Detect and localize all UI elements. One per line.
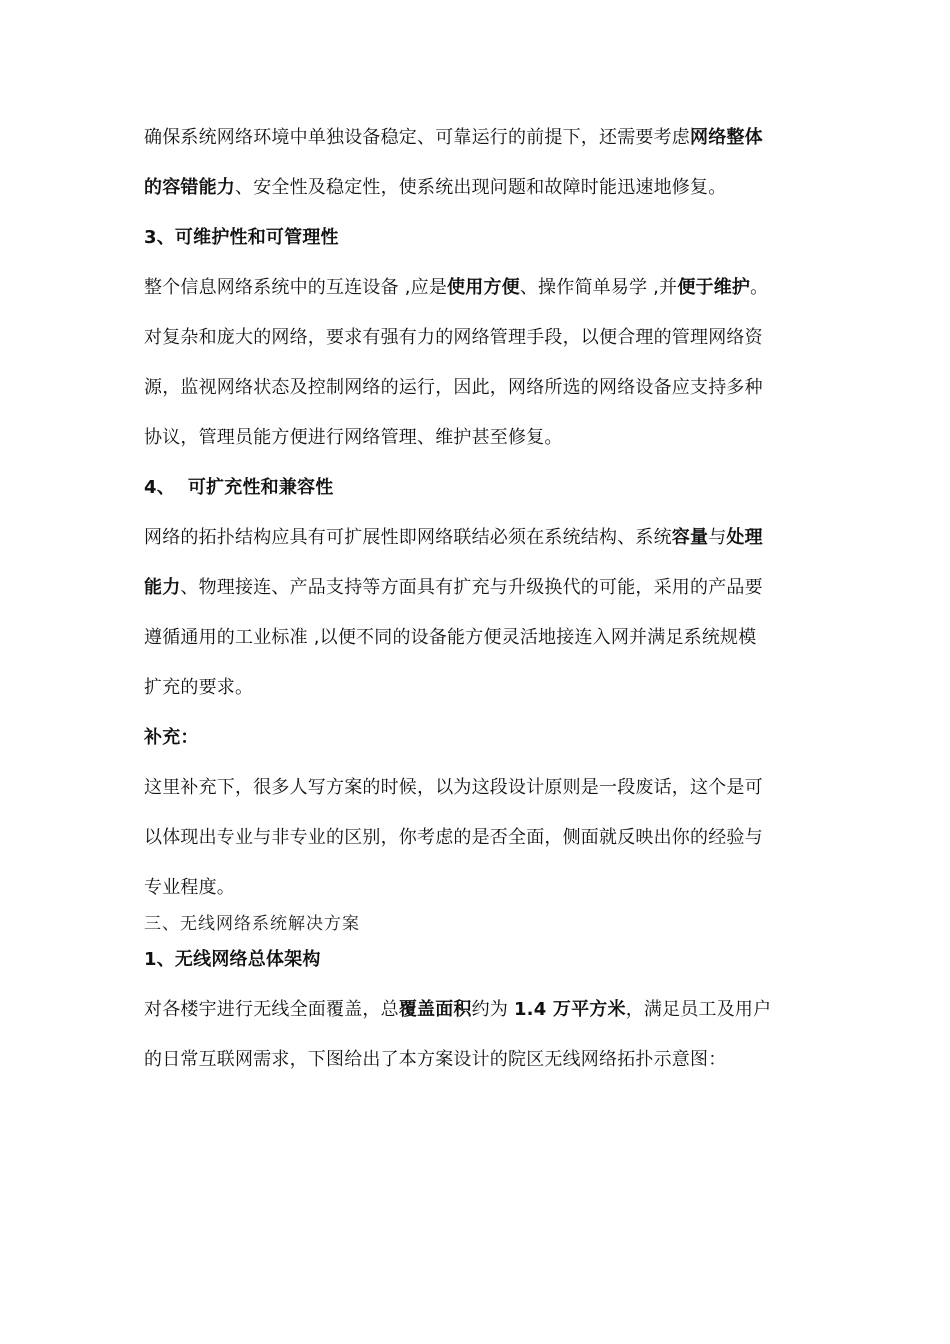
paragraph-line <box>144 576 763 600</box>
text-run: 对各楼宇进行无线全面覆盖，总 <box>144 999 399 1020</box>
section-heading-3: 3、可维护性和可管理性 <box>144 227 339 248</box>
bold-text: 能力 <box>144 577 181 598</box>
section-heading-4: 4、 可扩充性和兼容性 <box>144 477 334 498</box>
text-run: 网络的拓扑结构应具有可扩展性即网络联结必须在系统结构、系统 <box>144 527 672 548</box>
text-run: 与 <box>708 527 727 548</box>
paragraph-line <box>144 176 726 200</box>
paragraph-line: 对复杂和庞大的网络，要求有强有力的网络管理手段，以便合理的管理网络资 <box>144 327 763 348</box>
bold-text: 处理 <box>726 527 763 548</box>
paragraph-line <box>144 526 763 550</box>
bold-text: 的容错能力 <box>144 177 235 198</box>
chapter-heading: 三、无线网络系统解决方案 <box>144 914 360 934</box>
paragraph-line: 专业程度。 <box>144 877 235 898</box>
supplement-heading: 补充： <box>144 727 199 748</box>
paragraph-line: 源，监视网络状态及控制网络的运行，因此，网络所选的网络设备应支持多种 <box>144 377 763 398</box>
text-run: 、操作简单易学 ,并 <box>519 277 678 298</box>
text-run: 。 <box>750 277 769 298</box>
bold-text: 容量 <box>671 527 709 548</box>
text-run: 约为 <box>471 999 514 1020</box>
text-run: ，满足员工及用户 <box>625 999 772 1020</box>
bold-text: 1.4 万平方米 <box>513 999 626 1020</box>
text-run: 确保系统网络环境中单独设备稳定、可靠运行的前提下，还需要考虑 <box>144 127 690 148</box>
paragraph-line: 这里补充下，很多人写方案的时候，以为这段设计原则是一段废话，这个是可 <box>144 777 763 798</box>
bold-text: 使用方便 <box>447 277 520 298</box>
bold-text: 覆盖面积 <box>398 999 472 1020</box>
paragraph-line: 遵循通用的工业标准 ,以便不同的设备能方便灵活地接连入网并满足系统规模 <box>144 627 757 648</box>
paragraph-line: 扩充的要求。 <box>144 677 254 698</box>
text-run: 、物理接连、产品支持等方面具有扩充与升级换代的可能，采用的产品要 <box>180 577 763 598</box>
paragraph-line <box>144 998 771 1022</box>
text-run: 、安全性及稳定性，使系统出现问题和故障时能迅速地修复。 <box>235 177 727 198</box>
paragraph-line: 协议，管理员能方便进行网络管理、维护甚至修复。 <box>144 427 563 448</box>
bold-text: 便于维护 <box>677 277 751 298</box>
bold-text: 网络整体 <box>690 127 763 148</box>
paragraph-line: 以体现出专业与非专业的区别，你考虑的是否全面，侧面就反映出你的经验与 <box>144 827 763 848</box>
paragraph-line: 的日常互联网需求，下图给出了本方案设计的院区无线网络拓扑示意图： <box>144 1049 727 1070</box>
subsection-heading: 1、无线网络总体架构 <box>144 949 321 970</box>
paragraph-line <box>144 276 768 300</box>
paragraph-line <box>144 126 763 150</box>
text-run: 整个信息网络系统中的互连设备 ,应是 <box>144 277 448 298</box>
